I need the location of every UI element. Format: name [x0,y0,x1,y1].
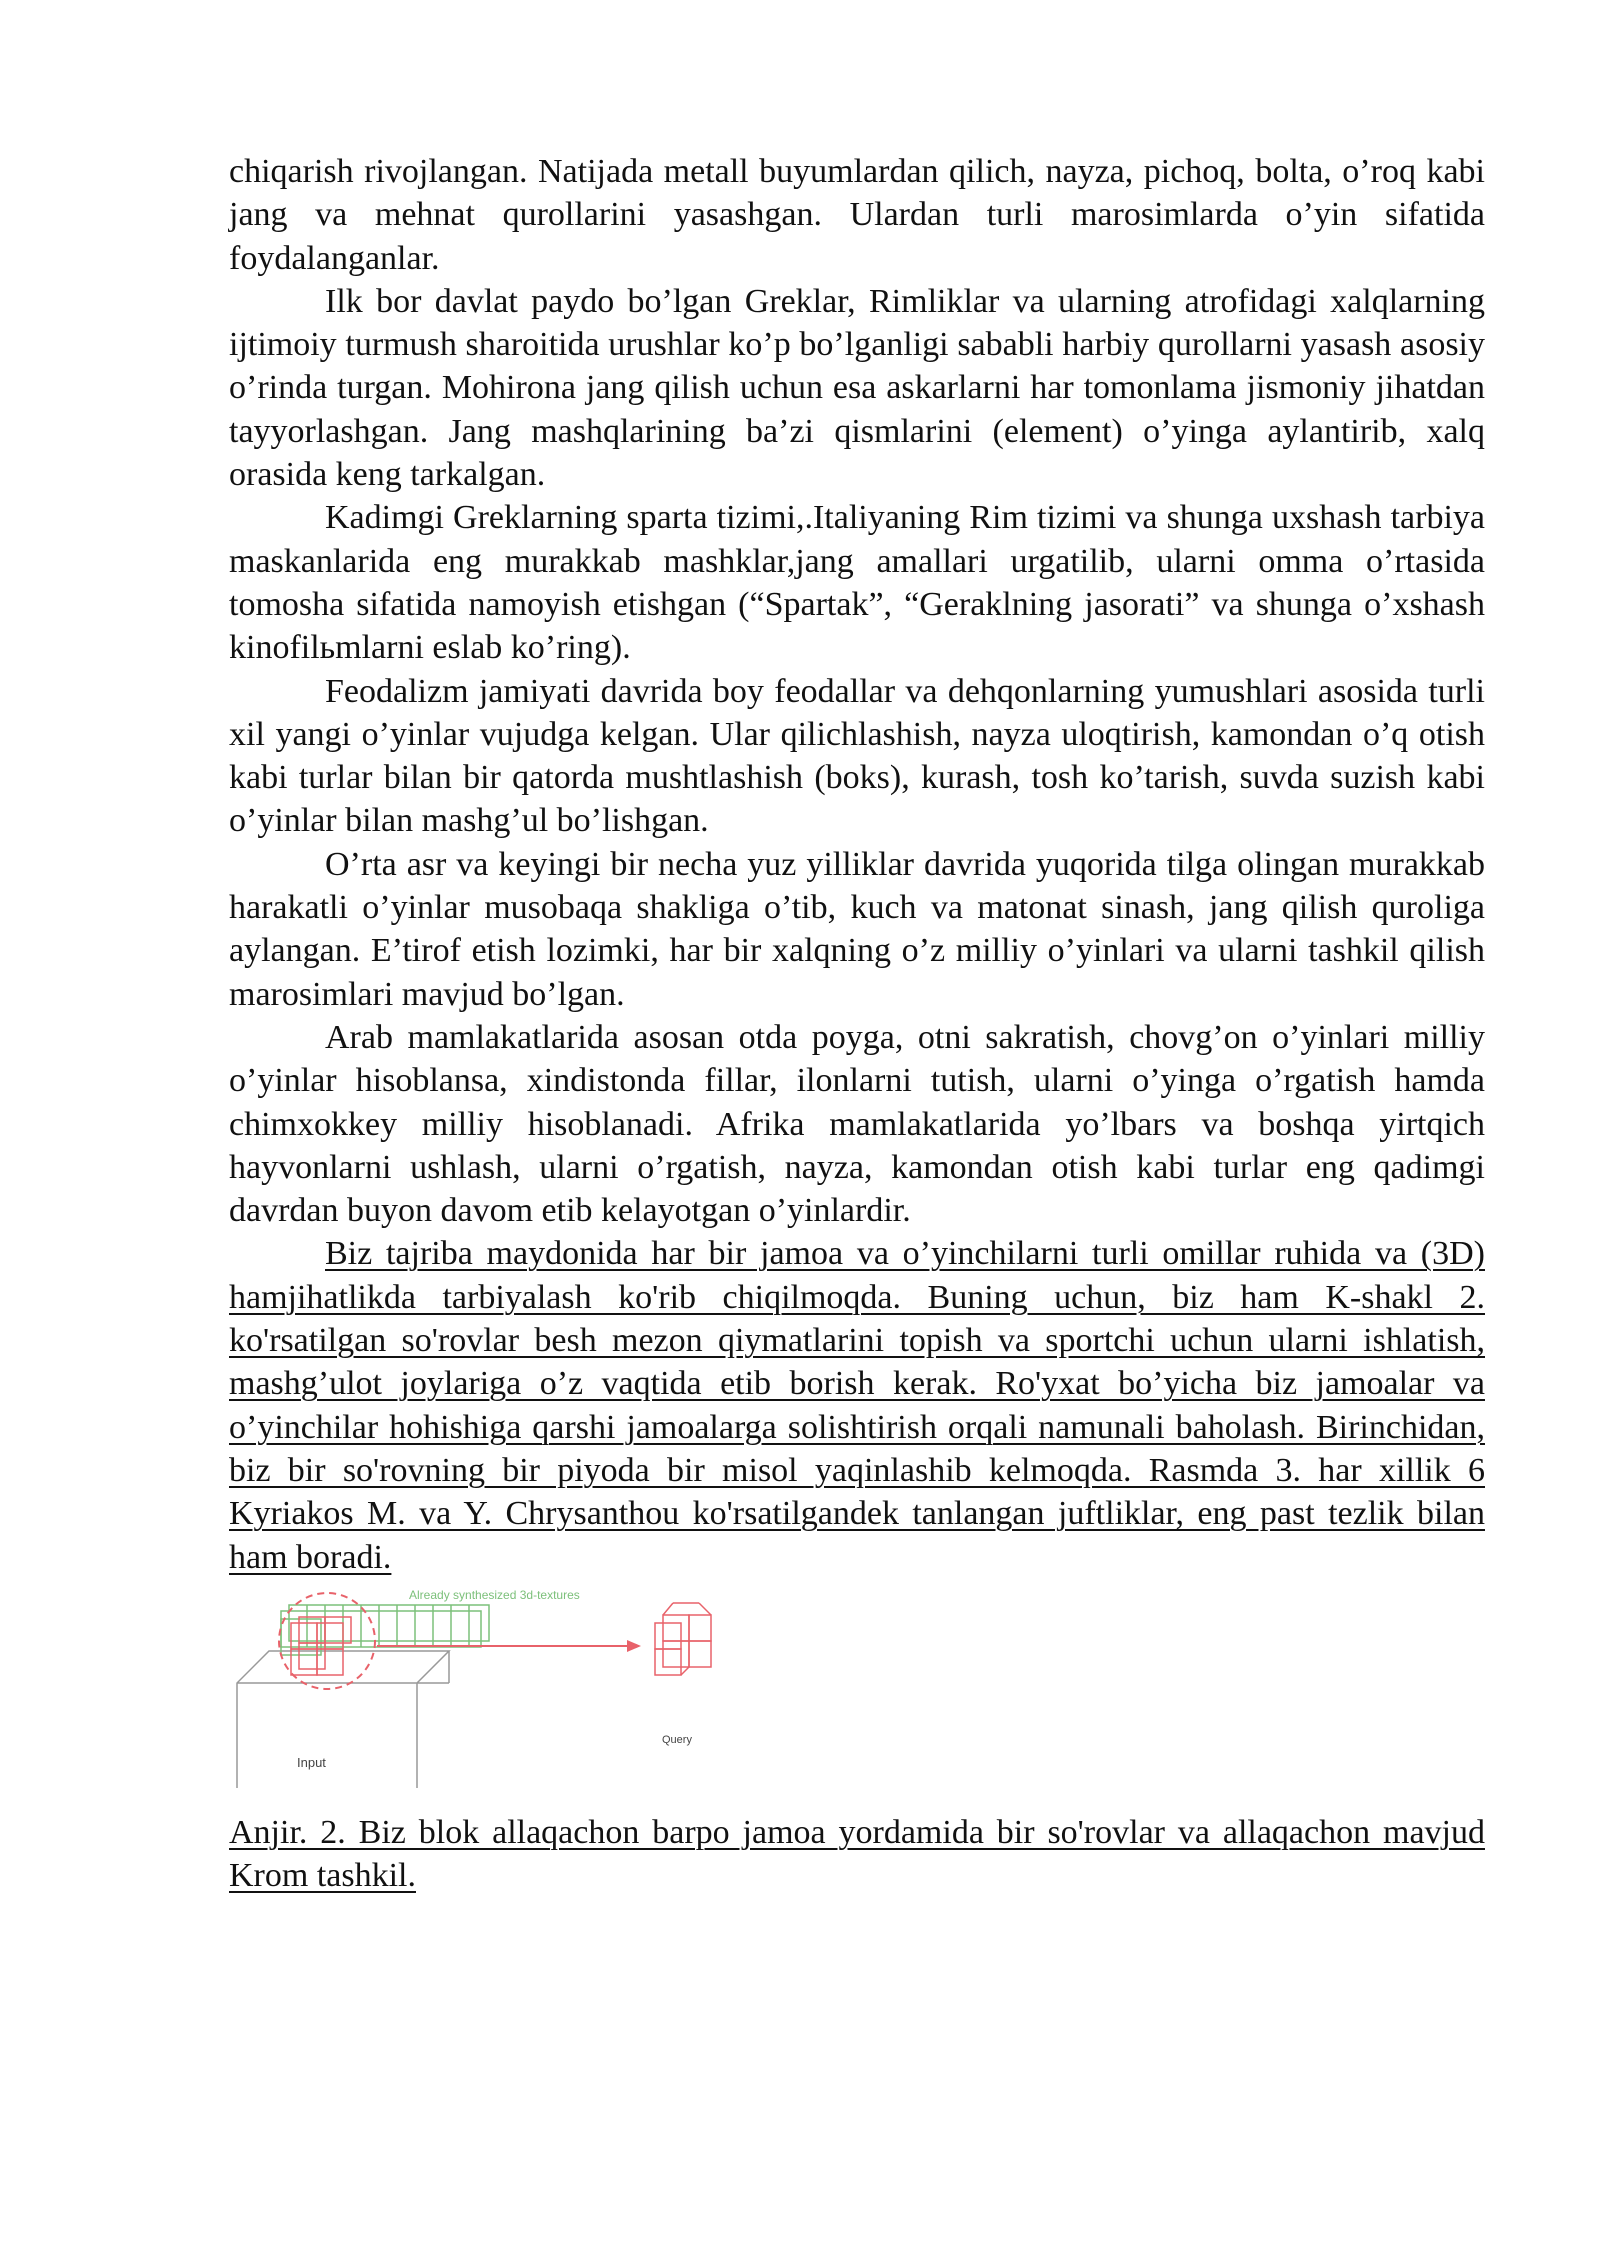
paragraph-arab-countries: Arab mamlakatlarida asosan otda poyga, otni sakratish, chovg’on o’yinlari milliy o’yinlar hisoblansa, xindistonda fillar, ilonlarni tutish, ularni o’yinga o’rgatish hamda chimxokkey milliy hisoblanadi. Afrika mamlakatlarida yo’lbars va boshqa yirtqich hayvonlarni ushlash, ularni o’rgatish, nayza, kamondan otish kabi turlar eng qadimgi davrdan buyon davom etib kelayotgan o’yinlardir. [229,1018,1485,1230]
figure-caption: Anjir. 2. Biz blok allaqachon barpo jamoa yordamida bir so'rovlar va allaqachon mavjud Krom tashkil. [229,1813,1485,1895]
figure-diagram [229,1583,749,1795]
query-block [655,1603,711,1675]
paragraph-feudalism: Feodalizm jamiyati davrida boy feodallar va dehqonlarning yumushlari asosida turli xil yangi o’yinlar vujudga kelgan. Ular qilichlashish, nayza uloqtirish, kamondan o’q otish kabi turlar bilan bir qatorda mushtlashish (boks), kurash, tosh ko’tarish, suvda suzish kabi o’yinlar bilan mashg’ul bo’lishgan. [229,672,1485,840]
arrow-icon [377,1640,641,1652]
paragraph-continuation: chiqarish rivojlangan. Natijada metall buyumlardan qilich, nayza, pichoq, bolta, o’roq kabi jang va mehnat qurollarini yasashgan. Ulardan turli marosimlarda o’yin sifatida foydalanganlar. [229,153,1485,277]
figure-label-query: Query [662,1733,692,1746]
document-page [229,150,1485,1897]
figure-label-top: Already synthesized 3d-textures [409,1587,580,1602]
paragraph-sparta: Kadimgi Greklarning sparta tizimi,.Italiyaning Rim tizimi va shunga uxshash tarbiya maskanlarida eng murakkab mashklar,jang amallari urgatilib, ularni omma o’rtasida tomosha sifatida namoyish etishgan (“Spartak”, “Geraklning jasorati” va shunga o’xshash kinofilьmlarni eslab ko’ring). [229,499,1485,667]
figure-label-input: Input [297,1754,326,1770]
paragraph-experiment-underlined: Biz tajriba maydonida har bir jamoa va o’yinchilarni turli omillar ruhida va (3D) hamjihatlikda tarbiyalash ko'rib chiqilmoqda. Buning uchun, biz ham K-shakl 2. ko'rsatilgan so'rovlar besh mezon qiymatlarini topish va sportchi uchun ularni ishlatish, mashg’ulot joylariga o’z vaqtida etib borish kerak. Ro'yxat bo’yicha biz jamoalar va o’yinchilar hohishiga qarshi jamoalarga solishtirish orqali namunali baholash. Birinchidan, biz bir so'rovning bir piyoda bir misol yaqinlashib kelmoqda. Rasmda 3. har xillik 6 Kyriakos M. va Y. Chrysanthou ko'rsatilgandek tanlangan juftliklar, eng past tezlik bilan ham boradi. [229,1235,1485,1576]
synthesized-textures [281,1605,489,1655]
paragraph-middle-ages: O’rta asr va keyingi bir necha yuz yilliklar davrida yuqorida tilga olingan murakkab harakatli o’yinlar musobaqa shakliga o’tib, kuch va matonat sinash, jang qilish quroliga aylangan. E’tirof etish lozimki, har bir xalqning o’z milliy o’yinlari va ularni tashkil qilish marosimlari mavjud bo’lgan. [229,845,1485,1013]
figure-3d-textures [229,1583,749,1795]
paragraph-greeks-romans: Ilk bor davlat paydo bo’lgan Greklar, Rimliklar va ularning atrofidagi xalqlarning ijtimoiy turmush sharoitida urushlar ko’p bo’lganligi sababli harbiy qurollarni yasash asosiy o’rinda turgan. Mohirona jang qilish uchun esa askarlarni har tomonlama jismoniy jihatdan tayyorlashgan. Jang mashqlarining ba’zi qismlarini (element) o’yinga aylantirib, xalq orasida keng tarkalgan. [229,282,1485,494]
